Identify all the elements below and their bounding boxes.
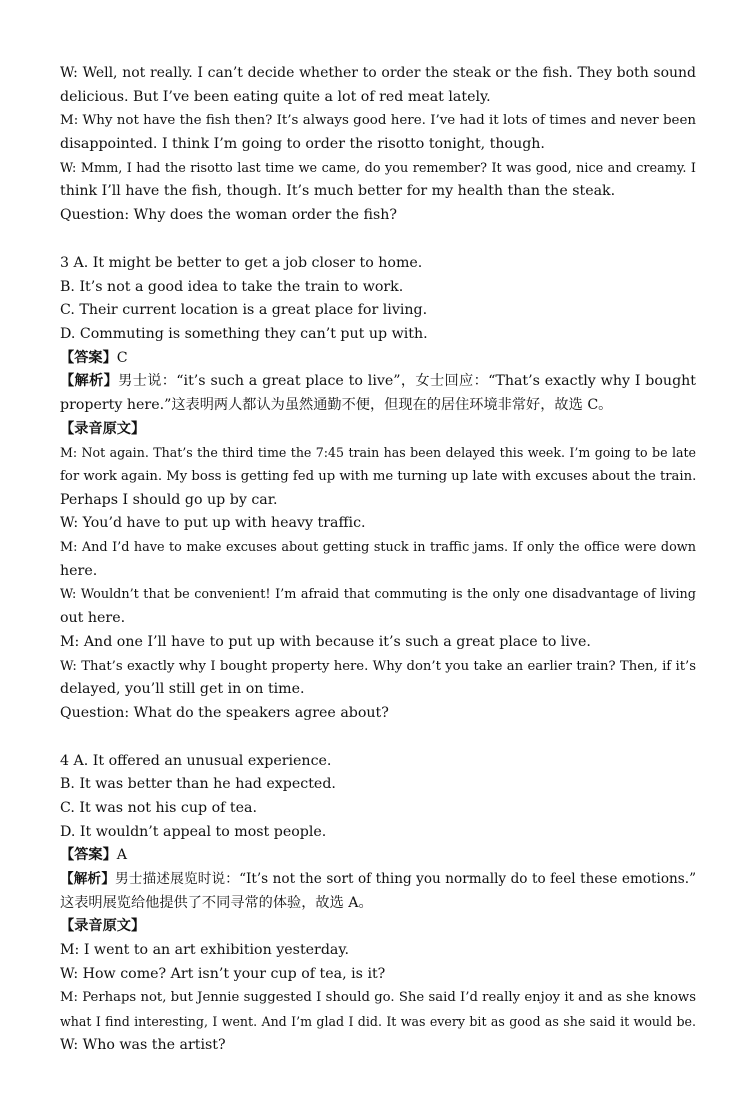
question-text: Question: What do the speakers agree about? [60, 704, 389, 721]
transcript-line: W: How come? Art isn’t your cup of tea, is it? [60, 965, 386, 982]
transcript-line: M: Not again. That’s the third time the 7:45 train has been delayed this week. I’m going to be late [60, 445, 696, 461]
analysis-line [60, 868, 696, 892]
transcript-line: what I find interesting, I went. And I’m glad I did. It was every bit as good as she said it would be. [60, 1014, 696, 1030]
option-a: 4 A. It offered an unusual experience. [60, 752, 332, 769]
analysis-line: property here.”这表明两人都认为虽然通勤不便，但现在的居住环境非常好，故选 C。 [60, 396, 613, 413]
answer-tag: 【答案】 [60, 349, 117, 366]
option-c: C. It was not his cup of tea. [60, 799, 257, 816]
analysis-line: 这表明展览给他提供了不同寻常的体验，故选 A。 [60, 894, 373, 911]
transcript-line: W: You’d have to put up with heavy traffic. [60, 515, 366, 532]
answer-line [60, 844, 696, 868]
analysis-tag: 【解析】 [60, 871, 116, 887]
transcript-line: W: That’s exactly why I bought property here. Why don’t you take an earlier train? Then, if it’s [60, 658, 696, 674]
question-3 [60, 252, 696, 726]
transcript-line: here. [60, 562, 98, 579]
dialogue-line: W: Well, not really. I can’t decide whether to order the steak or the fish. They both sound [60, 65, 696, 81]
dialogue-line: W: Mmm, I had the risotto last time we came, do you remember? It was good, nice and creamy. I [60, 160, 696, 176]
spacer [60, 228, 696, 252]
answer-value: C [116, 349, 128, 366]
option-d: D. It wouldn’t appeal to most people. [60, 823, 327, 840]
analysis-text: 男士描述展览时说：“It’s not the sort of thing you normally do to feel these emotions.” [115, 871, 697, 887]
transcript-line: out here. [60, 610, 126, 627]
transcript-line: for work again. My boss is getting fed up with me turning up late with excuses about the train. [60, 469, 697, 484]
analysis-tag: 【解析】 [60, 373, 119, 390]
transcript-line: M: I went to an art exhibition yesterday. [60, 942, 349, 959]
dialogue-line: delicious. But I’ve been eating quite a lot of red meat lately. [60, 88, 491, 105]
question-text: Question: Why does the woman order the fish? [60, 207, 398, 224]
dialogue-line: M: Why not have the fish then? It’s always good here. I’ve had it lots of times and never been [60, 113, 696, 129]
analysis-text: 男士说：“it’s such a great place to live”，女士回应：“That’s exactly why I bought [118, 373, 696, 390]
transcript-line: W: Who was the artist? [60, 1036, 226, 1053]
transcript-line: Perhaps I should go up by car. [60, 491, 278, 508]
transcript-tag: 【录音原文】 [60, 918, 146, 935]
answer-line [60, 347, 696, 371]
question-4 [60, 750, 696, 1058]
option-d: D. Commuting is something they can’t put up with. [60, 325, 428, 342]
option-a: 3 A. It might be better to get a job closer to home. [60, 254, 423, 271]
spacer [60, 726, 696, 750]
transcript-line: M: And I’d have to make excuses about getting stuck in traffic jams. If only the office were down [60, 540, 696, 556]
dialogue-line: disappointed. I think I’m going to order the risotto tonight, though. [60, 136, 545, 153]
option-c: C. Their current location is a great place for living. [60, 302, 428, 319]
document-page [60, 62, 696, 1058]
option-b: B. It was better than he had expected. [60, 776, 336, 793]
dialogue-2 [60, 62, 696, 228]
transcript-heading [60, 418, 696, 442]
transcript-tag: 【录音原文】 [60, 420, 146, 437]
transcript-line: W: Wouldn’t that be convenient! I’m afraid that commuting is the only one disadvantage of living [60, 587, 696, 603]
answer-value: A [116, 847, 128, 864]
transcript-line: M: Perhaps not, but Jennie suggested I should go. She said I’d really enjoy it and as she knows [60, 990, 696, 1006]
transcript-line: M: And one I’ll have to put up with because it’s such a great place to live. [60, 633, 591, 650]
answer-tag: 【答案】 [60, 847, 117, 864]
transcript-line: delayed, you’ll still get in on time. [60, 681, 305, 698]
dialogue-line: think I’ll have the fish, though. It’s much better for my health than the steak. [60, 183, 616, 200]
option-b: B. It’s not a good idea to take the train to work. [60, 278, 404, 295]
transcript-heading [60, 915, 696, 939]
analysis-line [60, 370, 696, 394]
